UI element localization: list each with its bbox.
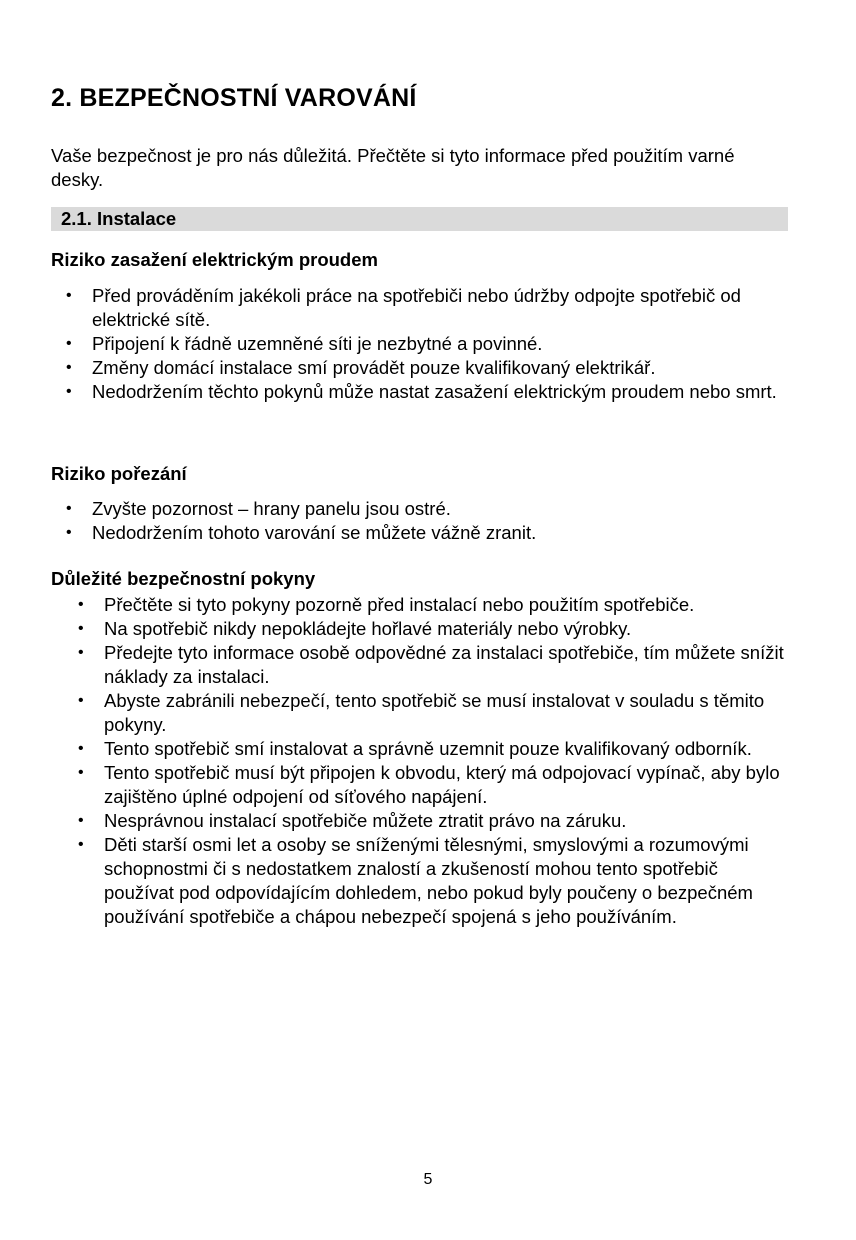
list-item: • Nedodržením těchto pokynů může nastat zasažení elektrickým proudem nebo smrt. [66,381,777,402]
intro-paragraph: Vaše bezpečnost je pro nás důležitá. Přečtěte si tyto informace před použitím varné desky. [51,145,735,190]
page-title: 2. BEZPEČNOSTNÍ VAROVÁNÍ [51,84,417,112]
bullet-icon: • [66,359,72,376]
bullet-icon: • [78,620,84,637]
list-item: • Na spotřebič nikdy nepokládejte hořlavé materiály nebo výrobky. [78,618,632,639]
bullet-icon: • [78,596,84,613]
bullet-icon: • [78,764,84,781]
bullet-icon: • [78,740,84,757]
bullet-icon: • [66,383,72,400]
list-item: • Přečtěte si tyto pokyny pozorně před instalací nebo použitím spotřebiče. [78,594,695,615]
bullet-icon: • [66,287,72,304]
subheading-important: Důležité bezpečnostní pokyny [51,568,316,589]
list-item: • Změny domácí instalace smí provádět pouze kvalifikovaný elektrikář. [66,357,656,378]
list-item: • Předejte tyto informace osobě odpovědné za instalaci spotřebiče, tím můžete snížit náklady za instalaci. [78,642,784,687]
bullet-icon: • [78,644,84,661]
list-item: • Před prováděním jakékoli práce na spotřebiči nebo údržby odpojte spotřebič od elektrické sítě. [66,285,741,330]
bullet-icon: • [78,836,84,853]
subheading-cut: Riziko pořezání [51,463,187,484]
list-item: • Zvyšte pozornost – hrany panelu jsou ostré. [66,498,451,519]
bullet-icon: • [78,812,84,829]
cut-risk-list [51,497,791,545]
list-item: • Abyste zabránili nebezpečí, tento spotřebič se musí instalovat v souladu s těmito pokyny. [78,690,765,735]
list-item: • Připojení k řádně uzemněné síti je nezbytné a povinné. [66,333,543,354]
list-item: • Děti starší osmi let a osoby se sníženými tělesnými, smyslovými a rozumovými schopnostmi či s nedostatkem znalostí a zkušeností mohou tento spotřebič používat pod odpovídajícím dohledem, nebo pokud byly poučeny o bezpečném používání spotřebiče a chápou nebezpečí spojená s jeho používáním. [78,834,753,927]
bullet-icon: • [78,692,84,709]
list-item: • Nedodržením tohoto varování se můžete vážně zranit. [66,522,537,543]
list-item: • Tento spotřebič smí instalovat a správně uzemnit pouze kvalifikovaný odborník. [78,738,752,759]
electric-risk-list [51,284,791,404]
subheading-electric: Riziko zasažení elektrickým proudem [51,249,378,270]
list-item: • Nesprávnou instalací spotřebiče můžete ztratit právo na záruku. [78,810,627,831]
bullet-icon: • [66,524,72,541]
important-instructions-list [51,593,791,929]
bullet-icon: • [66,335,72,352]
section-heading-bar [51,207,788,231]
bullet-icon: • [66,500,72,517]
section-heading: 2.1. Instalace [61,208,177,229]
page-number: 5 [423,1171,433,1188]
list-item: • Tento spotřebič musí být připojen k obvodu, který má odpojovací vypínač, aby bylo zajištěno úplné odpojení od síťového napájení. [78,762,780,807]
